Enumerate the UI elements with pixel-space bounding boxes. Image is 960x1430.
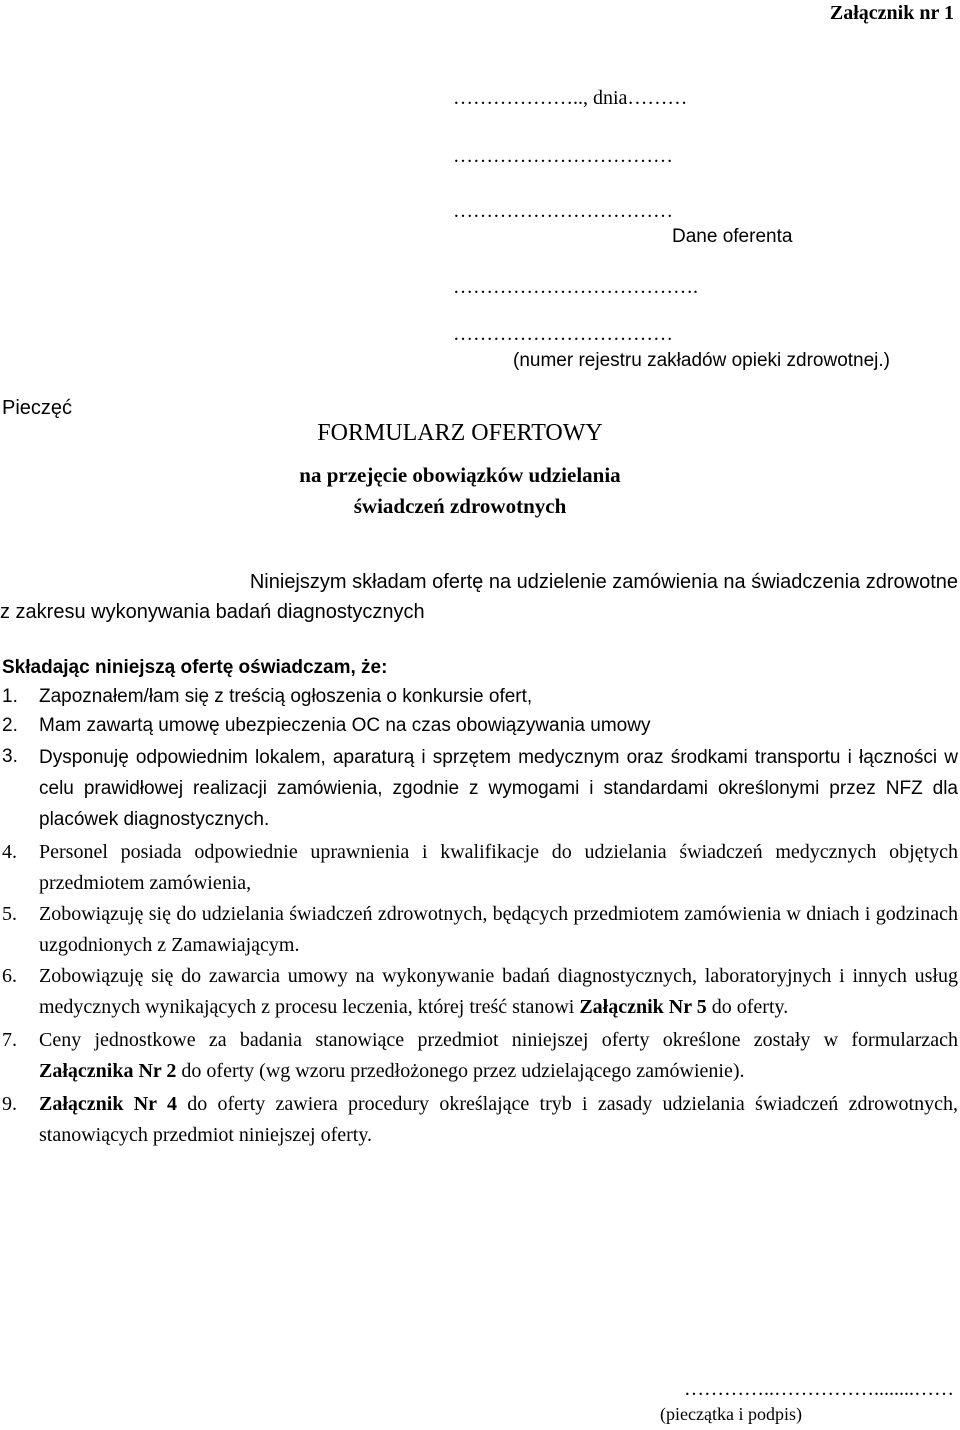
- item-text: Zapoznałem/łam się z treścią ogłoszenia o konkursie ofert,: [39, 686, 533, 707]
- item-bold-text: Załącznik Nr 5: [579, 996, 707, 1018]
- signature-line: …………..……………........……: [684, 1378, 954, 1400]
- dotted-line: ……………………………: [453, 145, 673, 167]
- form-subtitle: świadczeń zdrowotnych: [353, 494, 567, 518]
- annex-label: Załącznik nr 1: [829, 2, 954, 24]
- item-text: [39, 1025, 958, 1087]
- item-text-part: do oferty.: [706, 996, 789, 1018]
- intro-paragraph: [0, 567, 958, 627]
- item-bold-text: Załącznik Nr 4: [39, 1093, 177, 1115]
- item-number: 9.: [2, 1093, 17, 1115]
- item-text: [39, 1089, 958, 1151]
- form-title: FORMULARZ OFERTOWY: [317, 420, 603, 446]
- list-item: [0, 837, 958, 899]
- signature-label: (pieczątka i podpis): [660, 1404, 802, 1424]
- form-subtitle: na przejęcie obowiązków udzielania: [299, 463, 621, 487]
- dotted-line: ……………………………: [453, 323, 673, 345]
- list-item: [0, 711, 958, 740]
- dotted-line: ……………………………….: [453, 276, 698, 298]
- item-text: Mam zawartą umowę ubezpieczenia OC na czas obowiązywania umowy: [39, 715, 651, 736]
- date-line: ……………….., dnia………: [453, 87, 688, 109]
- intro-line: z zakresu wykonywania badań diagnostycznych: [0, 601, 425, 623]
- registry-number-label: (numer rejestru zakładów opieki zdrowotnej.): [513, 350, 890, 371]
- declarations-list: [0, 682, 958, 1151]
- offerer-data-label: Dane oferenta: [672, 226, 793, 247]
- list-item: [0, 961, 958, 1023]
- item-text: Personel posiada odpowiednie uprawnienia i kwalifikacje do udzielania świadczeń medycznych objętych przedmiotem zamówienia,: [39, 841, 958, 894]
- declarations-heading: Składając niniejszą ofertę oświadczam, że:: [2, 657, 388, 678]
- list-item: [0, 1025, 958, 1087]
- list-item: [0, 742, 958, 835]
- item-number: 7.: [2, 1029, 17, 1051]
- item-text: [39, 961, 958, 1023]
- item-text: Dysponuję odpowiednim lokalem, aparaturą i sprzętem medycznym oraz środkami transportu i łączności w celu prawidłowej realizacji zamówienia, zgodnie z wymogami i standardami określonymi przez NFZ dla placówek diagnostycznych.: [39, 747, 958, 830]
- item-bold-text: Załącznika Nr 2: [39, 1060, 177, 1082]
- item-number: 6.: [2, 965, 17, 987]
- item-number: 2.: [2, 715, 18, 736]
- item-text-part: Ceny jednostkowe za badania stanowiące przedmiot niniejszej oferty określone zostały w formularzach: [39, 1029, 958, 1051]
- item-number: 4.: [2, 841, 17, 863]
- item-number: 3.: [2, 746, 18, 767]
- intro-line: Niniejszym składam ofertę na udzielenie zamówienia na świadczenia zdrowotne: [249, 571, 958, 593]
- dotted-line: ……………………………: [453, 200, 673, 222]
- item-text-part: do oferty zawiera procedury określające tryb i zasady udzielania świadczeń zdrowotnych, stanowiących przedmiot niniejszej oferty.: [39, 1093, 958, 1146]
- list-item: [0, 899, 958, 961]
- item-number: 5.: [2, 903, 17, 925]
- item-number: 1.: [2, 686, 18, 707]
- list-item: [0, 682, 958, 711]
- item-text: Zobowiązuję się do udzielania świadczeń zdrowotnych, będących przedmiotem zamówienia w dniach i godzinach uzgodnionych z Zamawiającym.: [39, 903, 958, 956]
- item-text-part: Zobowiązuję się do zawarcia umowy na wykonywanie badań diagnostycznych, laboratoryjnych i innych usług medycznych wynikających z procesu leczenia, której treść stanowi: [39, 965, 958, 1018]
- item-text-part: do oferty (wg wzoru przedłożonego przez udzielającego zamówienie).: [176, 1060, 745, 1082]
- seal-label: Pieczęć: [2, 397, 73, 419]
- list-item: [0, 1089, 958, 1151]
